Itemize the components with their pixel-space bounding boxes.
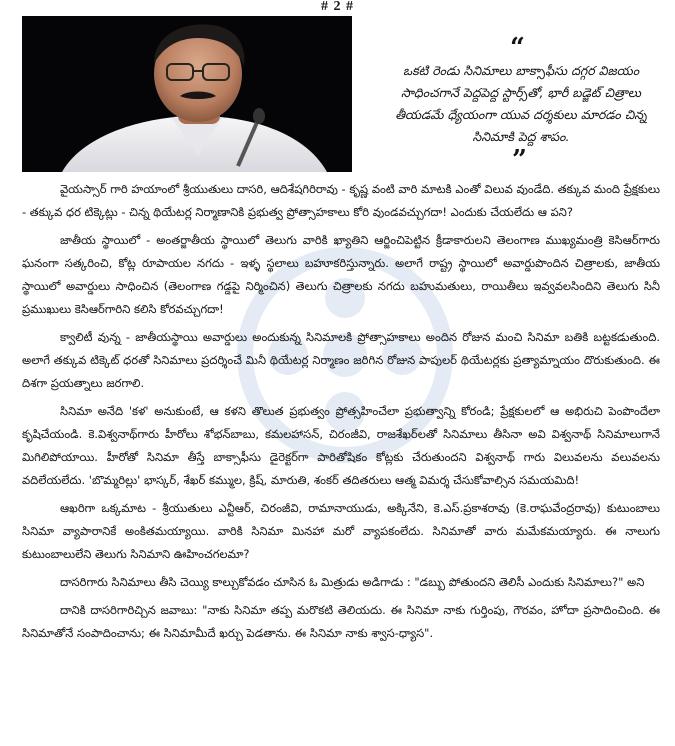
article-paragraph: దాసరిగారు సినిమాలు తీసి చెయ్యి కాల్చుకోవడం చూసిన ఓ మిత్రుడు అడిగాడు : "డబ్బు పోతుందని తెలిసీ ఎందుకు సినిమాలు?" అని	[60, 575, 645, 589]
quote-close-mark: ”	[512, 145, 527, 175]
portrait-photo	[22, 16, 352, 172]
page-number: # 2 #	[321, 0, 354, 14]
article-paragraph: క్వాలిటీ వున్న - జాతీయస్థాయి అవార్డులు అందుకున్న సినిమాలకి ప్రోత్సాహకాలు అందిన రోజున మంచి సినిమా బతికి బట్టకడుతుంది. అలాగే తక్కువ టిక్కెట్ ధరతో సినిమాలు ప్రదర్శించే మినీ థియేటర్ల నిర్మాణం జరిగిన రోజున పాపులర్ థియేటర్లకు ప్రత్యామ్నాయం దొరుకుతుంది. ఈ దిశగా ప్రయత్నాలు జరగాలి.	[22, 330, 660, 390]
article-paragraph: వైయస్సార్ గారి హయాంలో శ్రీయుతులు దాసరి, ఆదిశేషగిరిరావు - కృష్ణ వంటి వారి మాటకి ఎంతో విలువ వుండేది. తక్కువ మంది ప్రేక్షకులు - తక్కువ ధర టిక్కెట్లు - చిన్న థియేటర్ల నిర్మాణానికి ప్రభుత్వ ప్రోత్సాహకాలు కోరి వుండవచ్చుగదా! ఎందుకు చేయలేదు ఆ పని?	[22, 182, 660, 219]
quote-open-mark: “	[510, 33, 525, 63]
portrait-illustration	[22, 16, 352, 172]
article-paragraph: సినిమా అనేది 'కళ' అనుకుంటే, ఆ కళని తొలుత ప్రభుత్వం ప్రోత్సహించేలా ప్రభుత్వాన్ని కోరండి; ప్రేక్షకులలో ఆ అభిరుచి పెంపొందేలా కృషిచేయండి. కె.విశ్వనాథ్‌గారు హీరోలు శోభన్‌బాబు, కమలహాసన్, చిరంజీవి, రాజశేఖర్‌లతో సినిమాలు తీసినా అవి విశ్వనాథ్ సినిమాలుగానే మిగిలిపోయాయి. హీరోతో సినిమా తీస్తే బాక్సాఫీసు డైరెక్టర్‌గా పారితోషికం కోట్లకు చేరుతుందని విశ్వనాథ్ గారు విలువలను వలువలను వదిలేయలేదు. 'బొమ్మరిల్లు' భాస్కర్, శేఖర్ కమ్ముల, క్రిష్, మారుతి, శంకర్ తదితరులు ఆత్మ విమర్శ చేసుకోవాల్సిన సమయమిది!	[22, 404, 660, 487]
article-paragraph: దానికి దాసరిగారిచ్చిన జవాబు: "నాకు సినిమా తప్ప మరొకటి తెలియదు. ఈ సినిమా నాకు గుర్తింపు, గౌరవం, హోదా ప్రసాదించింది. ఈ సినిమాతోనే సంపాదించాను; ఈ సినిమామీదే ఖర్చు పెడతాను. ఈ సినిమా నాకు శ్వాస-ధ్యాస".	[22, 603, 660, 640]
pull-quote	[380, 33, 660, 178]
article-body	[22, 178, 660, 650]
article-paragraph: ఆఖరిగా ఒక్కమాట - శ్రీయుతులు ఎన్టీఆర్, చిరంజీవి, రామానాయుడు, అక్కినేని, కె.ఎస్.ప్రకాశరావు (కె.రాఘవేంద్రరావు) కుటుంబాలు సినిమా వ్యాపారానికే అంకితమయ్యాయి. వారికి సినిమా మినహా మరో వ్యాపకంలేదు. సినిమాతో వారు మమేకమయ్యారు. ఈ నాలుగు కుటుంబాలులేని తెలుగు సినిమాని ఊహించగలమా?	[22, 501, 660, 561]
article-paragraph: జాతీయ స్థాయిలో - అంతర్జాతీయ స్థాయిలో తెలుగు వారికి ఖ్యాతిని ఆర్జించిపెట్టిన క్రీడాకారులని తెలంగాణ ముఖ్యమంత్రి కెసిఆర్‌గారు ఘనంగా సత్కరించి, కోట్ల రూపాయల నగదు - ఇళ్ళ స్థలాలు బహూకరిస్తున్నారు. అలాగే రాష్ట్ర స్థాయిలో అవార్డుపొందిన చిత్రాలకు, జాతీయ స్థాయిలో అవార్డులు సాధించిన (తెలంగాణ గడ్డపై నిర్మించిన) తెలుగు చిత్రాలకు నగదు బహుమతులు, రాయితీలు ఇవ్వవలసిందిని తెలుగు సినీ ప్రముఖులు కెసిఆర్‌గారిని కలిసి కోరవచ్చుగదా!	[22, 233, 660, 316]
pull-quote-text: ఒకటి రెండు సినిమాలు బాక్సాఫీసు దగ్గర విజయం సాధించగానే పెద్దపెద్ద స్టార్స్‌తో, భారీ బడ్జెట్ చిత్రాలు తీయడమే ధ్యేయంగా యువ దర్శకులు మారడం చిన్న సినిమాకి పెద్ద శాపం.	[395, 63, 647, 144]
